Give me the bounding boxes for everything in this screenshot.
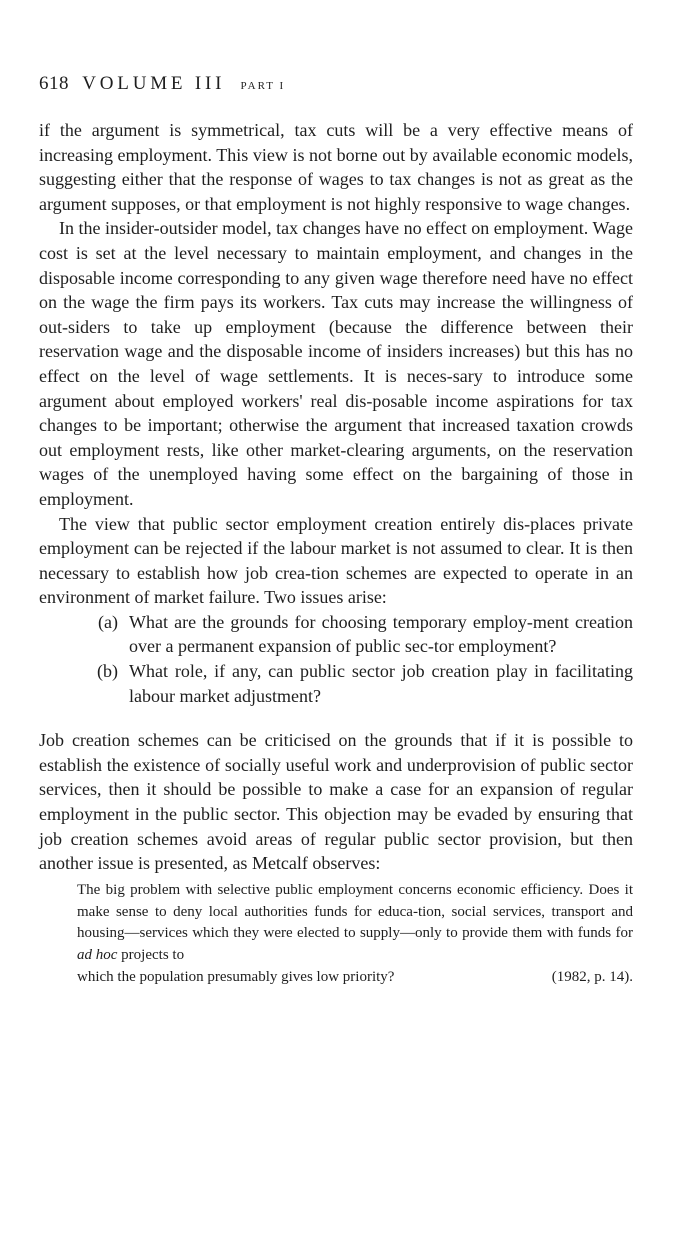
list-item-text: What role, if any, can public sector job creation play in facilitating labour market adjustment?: [129, 661, 633, 706]
list-item-text: What are the grounds for choosing temporary employ-ment creation over a permanent expansion of public sec-tor employment?: [129, 611, 633, 657]
part-label: PART I: [240, 80, 286, 92]
list-item: [39, 659, 633, 708]
paragraph-insider-outsider: In the insider-outsider model, tax changes have no effect on employment. Wage cost is set at the level necessary to maintain employment, and changes in the disposable income corresponding to any given wage therefore need have no effect on the wage the firm pays its workers. Tax cuts may increase the willingness of out-siders to take up employment (because the difference between their reservation wage and the disposable income of insiders increases) but this has no effect on the level of wage settlements. It is neces-sary to introduce some argument about employed workers' real dis-posable income aspirations for tax changes to be important; otherwise the argument that increased taxation crowds out employment rests, like other market-clearing arguments, on the reservation wages of the unemployed having some effect on the bargaining of those in employment.: [39, 218, 633, 509]
block-quote: [77, 880, 633, 989]
quote-last-line-row: [77, 967, 633, 989]
issues-list: [39, 610, 633, 708]
list-item: [39, 610, 633, 659]
paragraph-job-creation: Job creation schemes can be criticised on the grounds that if it is possible to establish the existence of socially useful work and underprovision of public sector services, then it should be possible to make a case for an expansion of regular employment in the public sector. This objection may be evaded by ensuring that job creation schemes avoid areas of regular public sector provision, but then another issue is presented, as Metcalf observes:: [39, 730, 633, 874]
list-item-label: (b): [97, 661, 118, 682]
page-number: 618: [39, 73, 69, 94]
volume-label: VOLUME III: [82, 73, 226, 94]
quote-citation: (1982, p. 14).: [551, 969, 633, 985]
list-item-label: (a): [98, 611, 118, 632]
quote-last-line: which the population presumably gives low priority?: [77, 969, 395, 985]
running-head: [39, 72, 633, 98]
quote-italic: ad hoc: [77, 947, 118, 964]
book-page: [39, 72, 633, 989]
quote-body-mid: projects to: [117, 947, 185, 964]
paragraph-continuation: if the argument is symmetrical, tax cuts will be a very effective means of increasing employment. This view is not borne out by available economic models, suggesting either that the response of wages to tax changes is not as great as the argument supposes, or that employment is not highly responsive to wage changes.: [39, 120, 633, 214]
paragraph-public-sector: The view that public sector employment creation entirely dis-places private employment can be rejected if the labour market is not assumed to clear. It is then necessary to establish how job crea-tion schemes are expected to operate in an environment of market failure. Two issues arise:: [39, 513, 633, 608]
quote-body-start: The big problem with selective public employment concerns economic efficiency. Does it make sense to deny local authorities funds for educa-tion, social services, transport and housing—services which they were elected to supply—only to provide them with funds for: [77, 881, 633, 942]
